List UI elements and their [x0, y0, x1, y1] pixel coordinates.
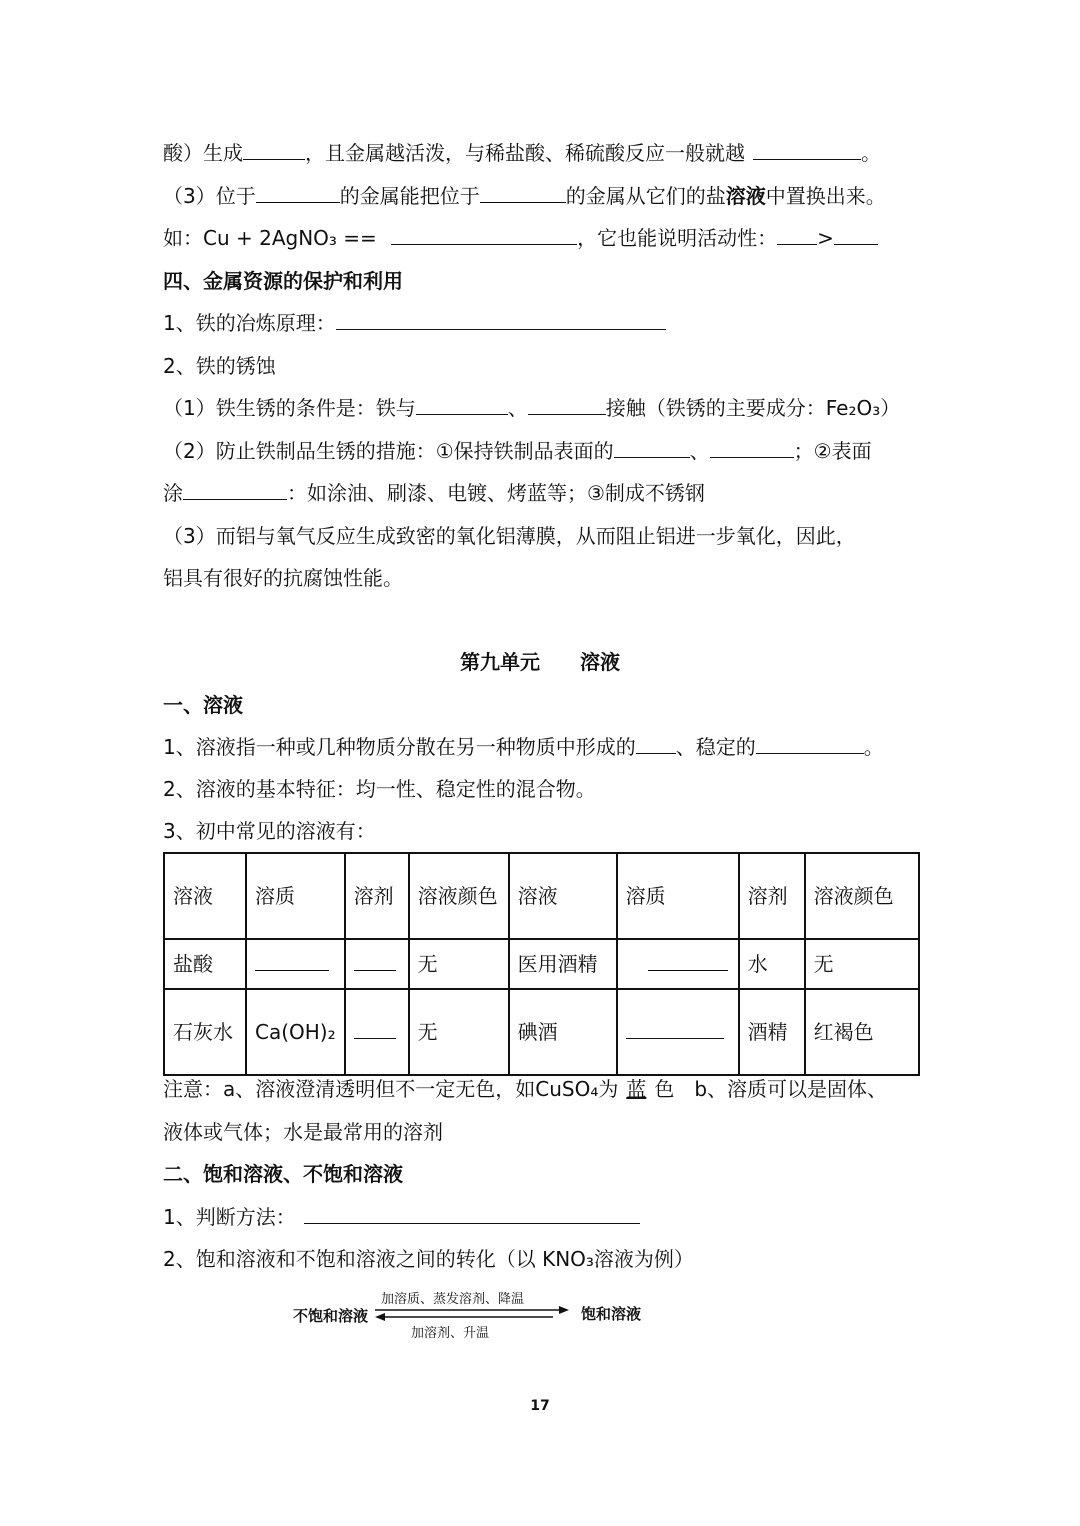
text-line: 涂 ：如涂油、刷漆、电镀、烤蓝等；③制成不锈钢 — [163, 481, 705, 505]
section-heading: 一、溶液 — [163, 693, 243, 717]
text-line: 酸）生成 ，且金属越活泼，与稀盐酸、稀硫酸反应一般就越 。 — [163, 141, 881, 165]
diagram-right-label: 饱和溶液 — [581, 1305, 642, 1323]
text-line: 2、溶液的基本特征：均一性、稳定性的混合物。 — [163, 777, 596, 801]
text-line: 铝具有很好的抗腐蚀性能。 — [163, 566, 403, 590]
table-cell: 溶液 — [164, 853, 246, 939]
text-line: （3）而铝与氧气反应生成致密的氧化铝薄膜，从而阻止铝进一步氧化，因此， — [163, 524, 856, 548]
table-cell: 溶液 — [509, 853, 617, 939]
table-cell: 盐酸 — [164, 939, 246, 989]
text-line: （3）位于 的金属能把位于 的金属从它们的盐溶液中置换出来。 — [163, 184, 886, 208]
text-line: 液体或气体；水是最常用的溶剂 — [163, 1120, 443, 1144]
text-line: 如：Cu + 2AgNO₃ == ，它也能说明活动性： > — [163, 224, 878, 252]
table-cell: 无 — [409, 939, 509, 989]
text-line: （2）防止铁制品生锈的措施：①保持铁制品表面的 、 ；②表面 — [163, 439, 872, 463]
solutions-table — [163, 852, 920, 1076]
page-number: 17 — [530, 1398, 550, 1414]
table-cell — [345, 989, 409, 1075]
section-heading: 四、金属资源的保护和利用 — [163, 269, 403, 293]
table-cell — [246, 939, 345, 989]
table-cell: 溶质 — [246, 853, 345, 939]
table-cell: 溶剂 — [345, 853, 409, 939]
double-arrow-icon — [373, 1306, 573, 1322]
table-cell: 溶液颜色 — [805, 853, 919, 939]
table-cell: 溶液颜色 — [409, 853, 509, 939]
text-line: （1）铁生锈的条件是：铁与 、 接触（铁锈的主要成分：Fe₂O₃） — [163, 396, 901, 420]
table-cell: 无 — [805, 939, 919, 989]
text-line: 2、铁的锈蚀 — [163, 354, 276, 378]
table-cell: Ca(OH)₂ — [246, 989, 345, 1075]
table-row — [164, 939, 919, 989]
table-cell — [345, 939, 409, 989]
text-line: 1、溶液指一种或几种物质分散在另一种物质中形成的 、稳定的 。 — [163, 735, 884, 759]
table-cell: 碘酒 — [509, 989, 617, 1075]
table-cell: 水 — [739, 939, 805, 989]
section-heading: 二、饱和溶液、不饱和溶液 — [163, 1162, 403, 1186]
diagram-left-label: 不饱和溶液 — [293, 1307, 369, 1325]
table-cell: 溶剂 — [739, 853, 805, 939]
table-row — [164, 989, 919, 1075]
diagram-backward-label: 加溶剂、升温 — [411, 1326, 490, 1341]
table-cell: 医用酒精 — [509, 939, 617, 989]
text-line: 1、判断方法： — [163, 1203, 640, 1231]
diagram-forward-label: 加溶质、蒸发溶剂、降温 — [381, 1292, 525, 1307]
table-cell — [617, 989, 739, 1075]
table-header-row — [164, 853, 919, 939]
conversion-diagram — [293, 1288, 653, 1341]
table-cell — [617, 939, 739, 989]
text-line: 3、初中常见的溶液有： — [163, 819, 376, 843]
text-line: 2、饱和溶液和不饱和溶液之间的转化（以 KNO₃溶液为例） — [163, 1247, 694, 1271]
table-cell: 酒精 — [739, 989, 805, 1075]
table-cell: 红褐色 — [805, 989, 919, 1075]
unit-title: 第九单元 溶液 — [460, 650, 620, 674]
text-line: 1、铁的冶炼原理： — [163, 309, 666, 337]
table-cell: 无 — [409, 989, 509, 1075]
table-cell: 溶质 — [617, 853, 739, 939]
table-cell: 石灰水 — [164, 989, 246, 1075]
text-line: 注意：a、溶液澄清透明但不一定无色，如CuSO₄为 蓝 色 b、溶质可以是固体、 — [163, 1077, 888, 1101]
